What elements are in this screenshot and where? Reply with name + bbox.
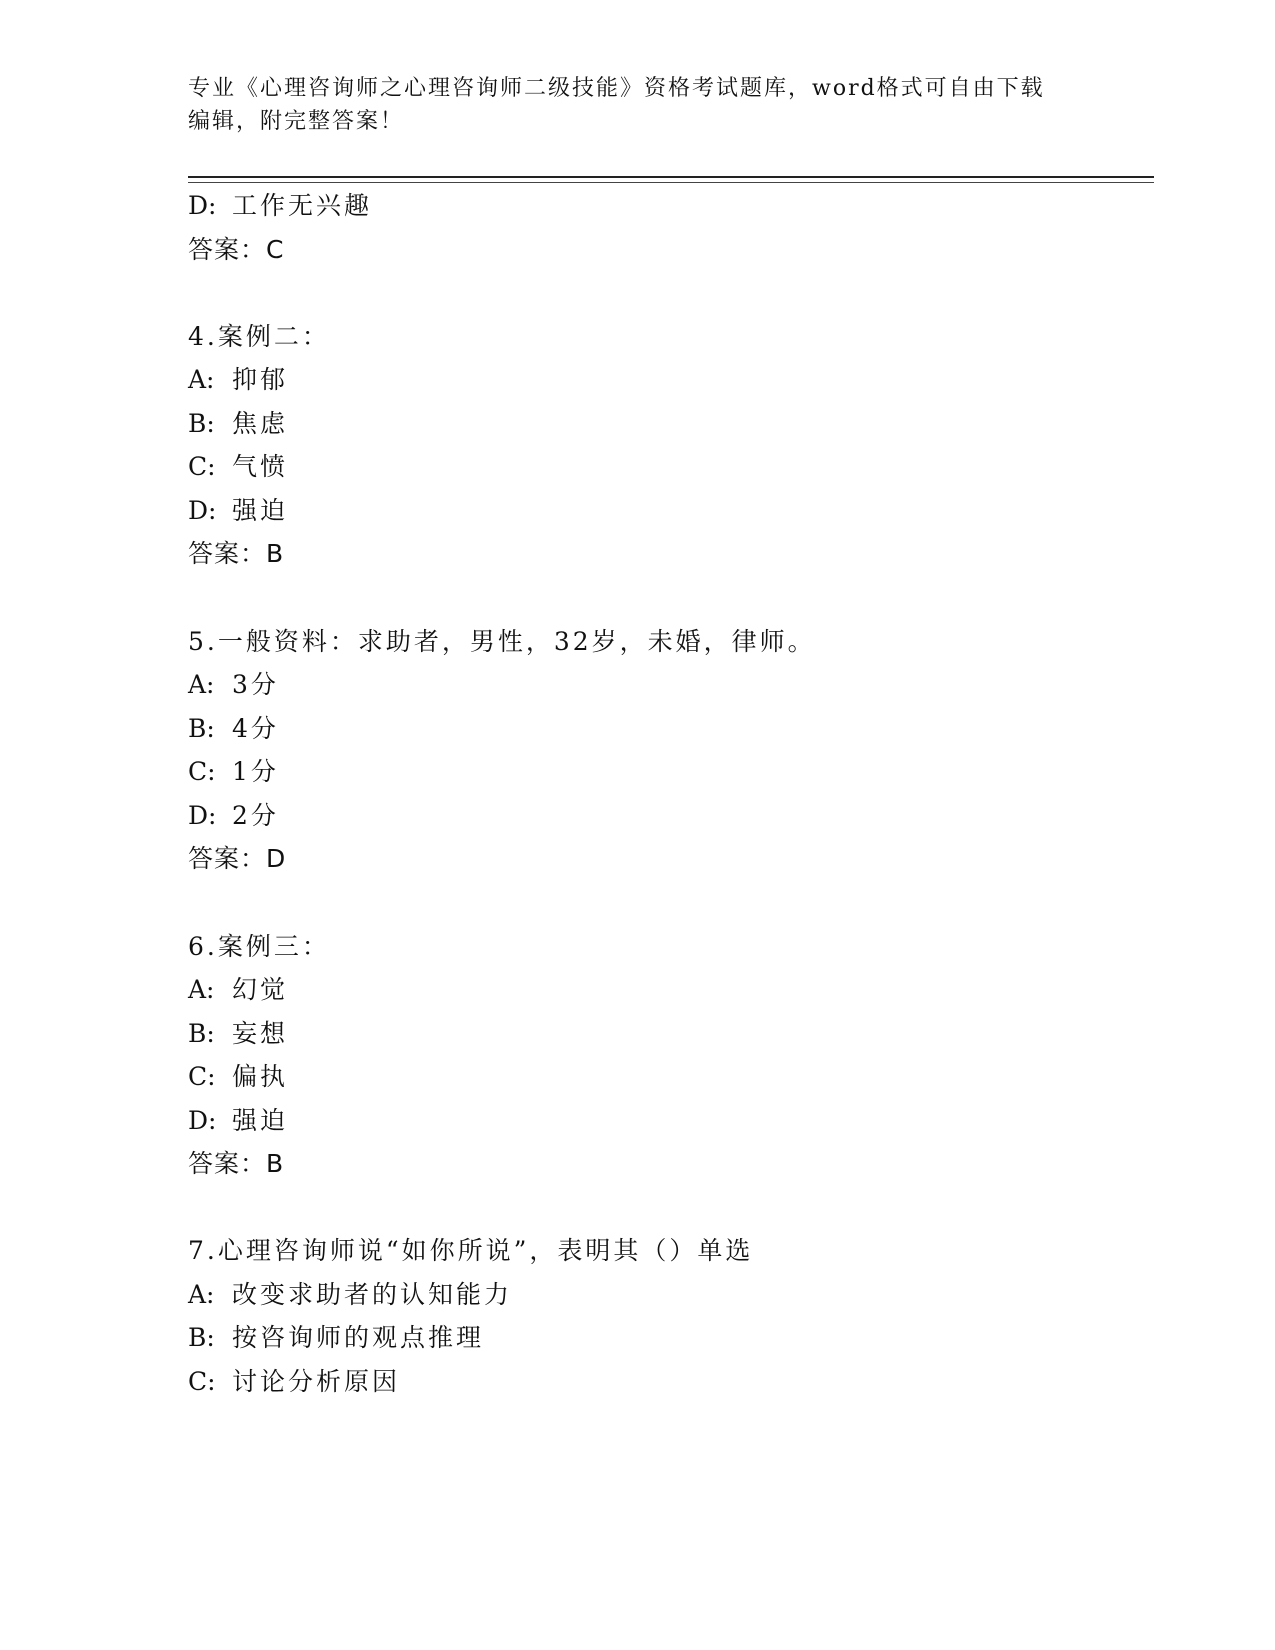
option-label: C: (188, 1062, 216, 1091)
question-stem: 6.案例三： (188, 932, 330, 961)
option-d (188, 800, 279, 832)
option-c (188, 1366, 400, 1398)
option-text: 2分 (232, 801, 279, 830)
option-text: 3分 (232, 670, 279, 699)
question-stem: 5.一般资料：求助者，男性，32岁，未婚，律师。 (188, 627, 816, 656)
answer-line: 答案：D (188, 844, 287, 873)
option-text: 1分 (232, 757, 279, 786)
option-a (188, 364, 288, 396)
option-text: 讨论分析原因 (232, 1367, 401, 1396)
option-b (188, 1322, 484, 1354)
answer-line: 答案：B (188, 539, 285, 568)
option-label: D: (188, 1106, 217, 1135)
option-c (188, 451, 288, 483)
option-d (188, 495, 288, 527)
option-text: 偏执 (232, 1062, 289, 1091)
option-label: D: (188, 801, 217, 830)
option-b (188, 408, 288, 440)
option-c (188, 756, 279, 788)
option-text: 气愤 (232, 452, 289, 481)
option-label: A: (188, 670, 215, 699)
option-label: B: (188, 1019, 215, 1048)
option-label: B: (188, 409, 215, 438)
option-text: 强迫 (232, 1106, 289, 1135)
option-b (188, 713, 279, 745)
document-header (188, 72, 1068, 138)
option-label: D: (188, 191, 217, 220)
option-text: 按咨询师的观点推理 (232, 1323, 485, 1352)
option-text: 4分 (232, 714, 279, 743)
header-line-1: 专业《心理咨询师之心理咨询师二级技能》资格考试题库，word格式可自由下载 (188, 76, 1045, 101)
option-d (188, 1105, 288, 1137)
option-text: 幻觉 (232, 975, 289, 1004)
option-a (188, 1279, 512, 1311)
question-stem: 7.心理咨询师说“如你所说”，表明其（）单选 (188, 1236, 754, 1265)
question-stem: 4.案例二： (188, 322, 330, 351)
option-a (188, 974, 288, 1006)
option-label: A: (188, 365, 215, 394)
option-text: 工作无兴趣 (232, 191, 373, 220)
option-d (188, 190, 372, 222)
answer-line: 答案：C (188, 235, 285, 264)
option-text: 强迫 (232, 496, 289, 525)
option-text: 抑郁 (232, 365, 289, 394)
header-line-2: 编辑，附完整答案！ (188, 109, 405, 134)
option-text: 改变求助者的认知能力 (232, 1280, 513, 1309)
option-label: B: (188, 1323, 215, 1352)
option-text: 妄想 (232, 1019, 289, 1048)
option-label: C: (188, 1367, 216, 1396)
option-label: B: (188, 714, 215, 743)
option-c (188, 1061, 288, 1093)
option-label: A: (188, 1280, 215, 1309)
answer-line: 答案：B (188, 1149, 285, 1178)
option-text: 焦虑 (232, 409, 289, 438)
option-label: C: (188, 757, 216, 786)
option-label: D: (188, 496, 217, 525)
header-divider-thin (188, 182, 1154, 183)
header-divider-thick (188, 176, 1154, 178)
option-label: C: (188, 452, 216, 481)
option-label: A: (188, 975, 215, 1004)
option-b (188, 1018, 288, 1050)
option-a (188, 669, 279, 701)
